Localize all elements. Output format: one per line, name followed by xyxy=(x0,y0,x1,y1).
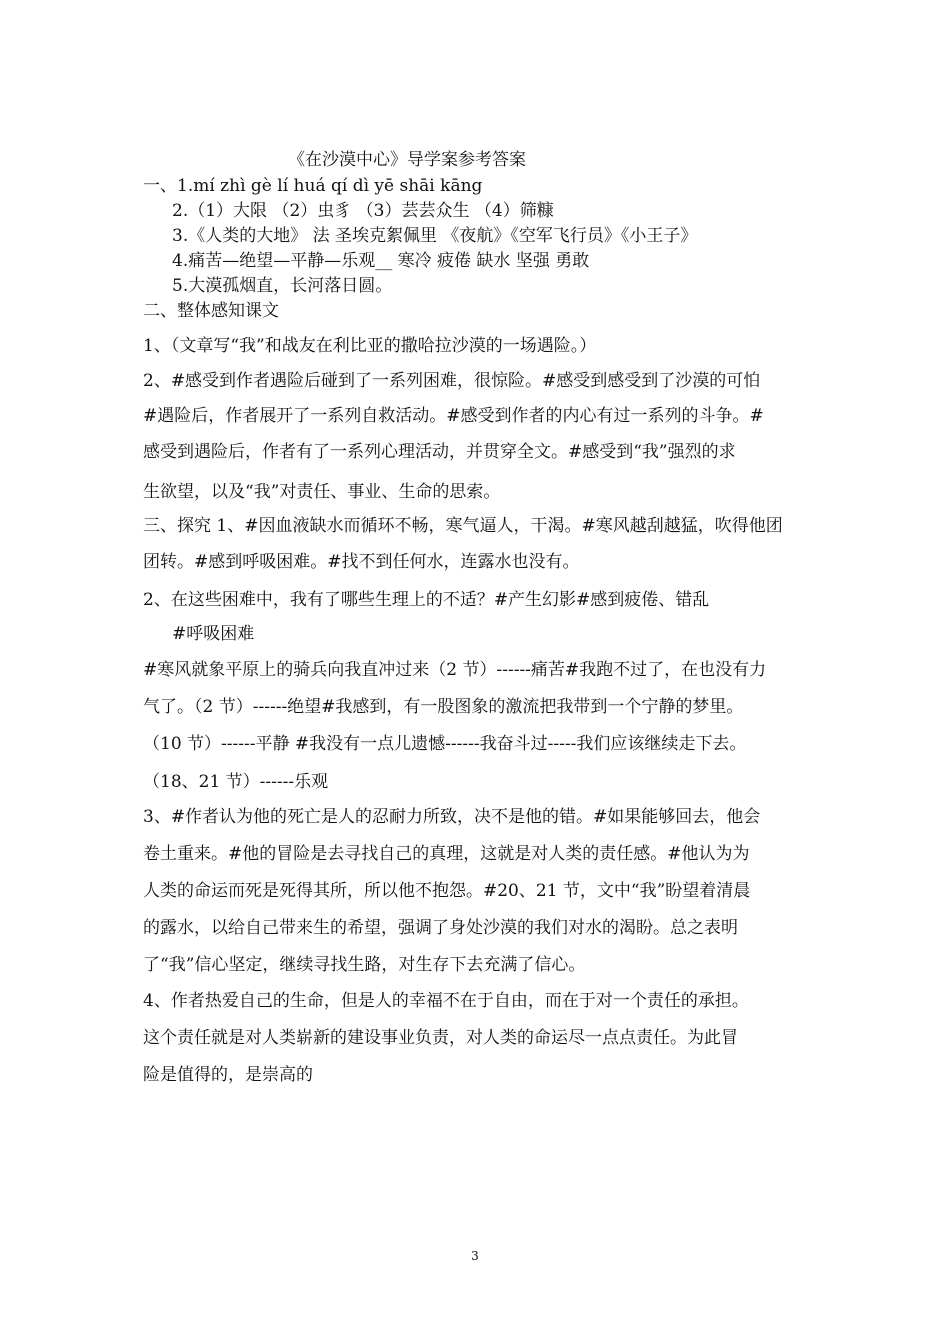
text-line: 险是值得的，是崇高的 xyxy=(143,1065,313,1085)
answer-line-1: 一、1.mí zhì gè lí huá qí dì yē shāi kāng xyxy=(143,176,483,196)
text-line: 人类的命运而死是死得其所，所以他不抱怨。#20、21 节，文中“我”盼望着清晨 xyxy=(143,881,751,901)
text-line: 3、#作者认为他的死亡是人的忍耐力所致，决不是他的错。#如果能够回去，他会 xyxy=(143,807,761,827)
text-line: （10 节）------平静 #我没有一点儿遗憾------我奋斗过-----我们应该继续走下去。 xyxy=(143,734,747,754)
section-heading-2: 二、整体感知课文 xyxy=(143,301,279,321)
answer-line-2: 2.（1）大限 （2）虫豸 （3）芸芸众生 （4）筛糠 xyxy=(172,201,554,221)
text-line: 生欲望，以及“我”对责任、事业、生命的思索。 xyxy=(143,482,501,502)
text-line: 4、作者热爱自己的生命，但是人的幸福不在于自由，而在于对一个责任的承担。 xyxy=(143,991,749,1011)
text-line: #呼吸困难 xyxy=(172,624,255,644)
text-line: （18、21 节）------乐观 xyxy=(143,772,329,792)
text-line: 卷土重来。#他的冒险是去寻找自己的真理，这就是对人类的责任感。#他认为为 xyxy=(143,844,750,864)
page-title: 《在沙漠中心》导学案参考答案 xyxy=(288,150,526,170)
text-line: 感受到遇险后，作者有了一系列心理活动，并贯穿全文。#感受到“我”强烈的求 xyxy=(143,442,736,462)
text-line: 这个责任就是对人类崭新的建设事业负责，对人类的命运尽一点点责任。为此冒 xyxy=(143,1028,738,1048)
text-line: #寒风就象平原上的骑兵向我直冲过来（2 节）------痛苦#我跑不过了，在也没有力 xyxy=(143,660,767,680)
text-line: 了“我”信心坚定，继续寻找生路，对生存下去充满了信心。 xyxy=(143,955,586,975)
answer-line-5: 5.大漠孤烟直，长河落日圆。 xyxy=(172,276,393,296)
text-line: 的露水，以给自己带来生的希望，强调了身处沙漠的我们对水的渴盼。总之表明 xyxy=(143,918,738,938)
page-number: 3 xyxy=(471,1249,479,1263)
text-line: 气了。（2 节）------绝望#我感到，有一股图象的激流把我带到一个宁静的梦里。 xyxy=(143,697,744,717)
section-heading-3: 三、探究 1、#因血液缺水而循环不畅，寒气逼人，干渴。#寒风越刮越猛，吹得他团 xyxy=(143,516,783,536)
answer-line-4: 4.痛苦—绝望—平静—乐观__ 寒冷 疲倦 缺水 坚强 勇敢 xyxy=(172,251,590,271)
text-line: 2、在这些困难中，我有了哪些生理上的不适？#产生幻影#感到疲倦、错乱 xyxy=(143,590,710,610)
text-line: 团转。#感到呼吸困难。#找不到任何水，连露水也没有。 xyxy=(143,552,580,572)
text-line: 2、#感受到作者遇险后碰到了一系列困难，很惊险。#感受到感受到了沙漠的可怕 xyxy=(143,371,761,391)
answer-line-3: 3.《人类的大地》 法 圣埃克絮佩里 《夜航》《空军飞行员》《小王子》 xyxy=(172,226,698,246)
text-line: 1、（文章写“我”和战友在利比亚的撒哈拉沙漠的一场遇险。） xyxy=(143,336,597,356)
text-line: #遇险后，作者展开了一系列自救活动。#感受到作者的内心有过一系列的斗争。# xyxy=(143,406,764,426)
